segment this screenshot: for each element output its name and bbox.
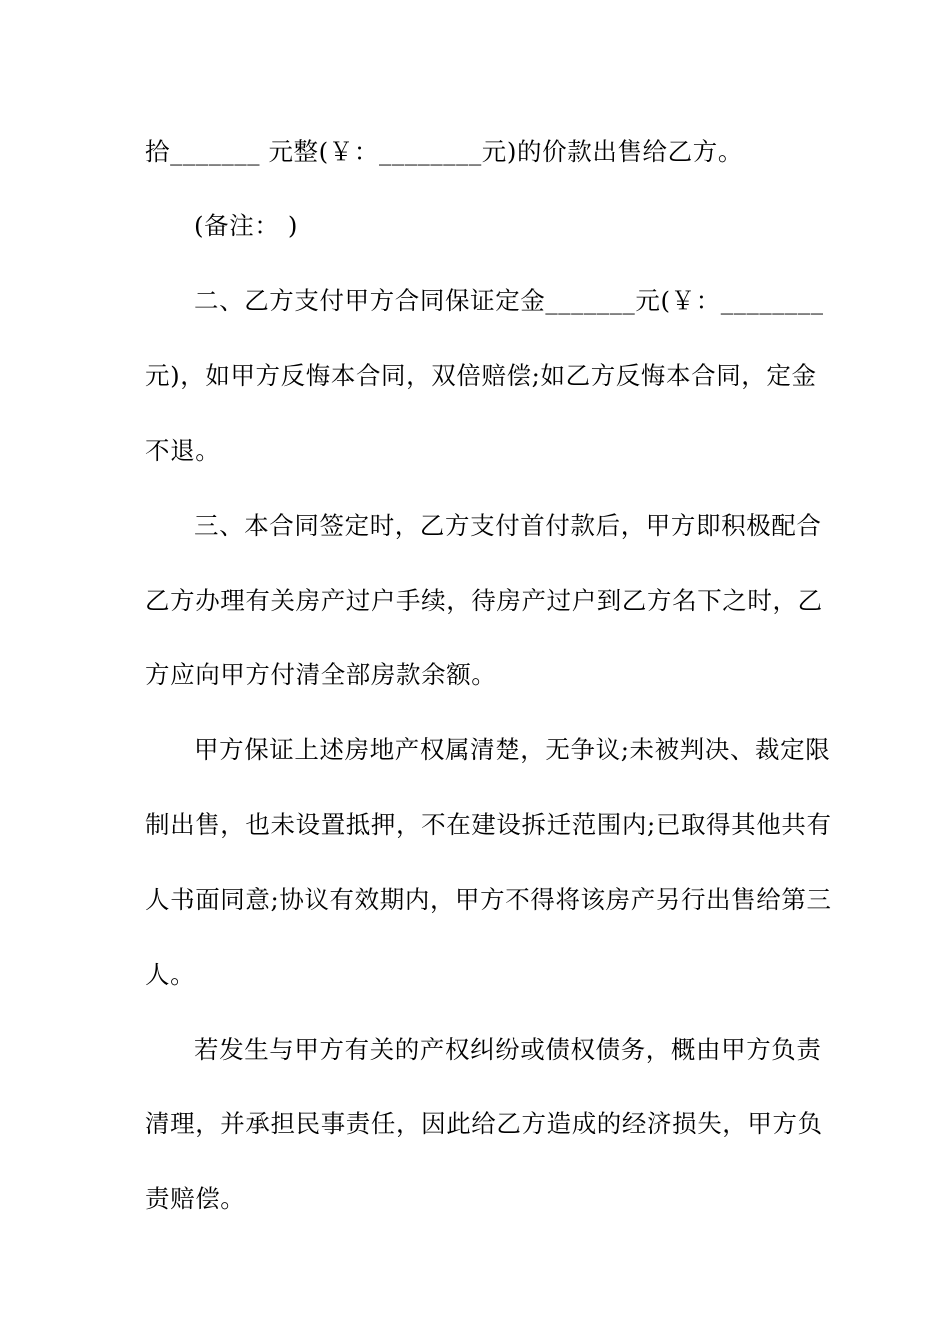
- text-line-clause-2: 二、乙方支付甲方合同保证定金_______元(￥：________: [194, 286, 824, 315]
- text-line-dispute-end: 责赔偿。: [145, 1184, 246, 1213]
- text-line-clause-3-cont: 乙方办理有关房产过户手续，待房产过户到乙方名下之时，乙: [145, 586, 823, 615]
- text-line-dispute: 若发生与甲方有关的产权纠纷或债权债务，概由甲方负责: [194, 1035, 822, 1064]
- text-line-price-words: 拾_______ 元整(￥：________元)的价款出售给乙方。: [145, 137, 743, 166]
- text-line-clause-3: 三、本合同签定时，乙方支付首付款后，甲方即积极配合: [194, 511, 822, 540]
- text-line-guarantee-cont-1: 制出售，也未设置抵押，不在建设拆迁范围内;已取得其他共有: [145, 810, 832, 839]
- text-line-guarantee-end: 人。: [145, 960, 196, 989]
- text-line-clause-2-cont: 元)，如甲方反悔本合同，双倍赔偿;如乙方反悔本合同，定金: [145, 361, 817, 390]
- text-line-clause-3-end: 方应向甲方付清全部房款余额。: [145, 660, 497, 689]
- text-line-guarantee: 甲方保证上述房地产权属清楚，无争议;未被判决、裁定限: [194, 735, 831, 764]
- text-line-guarantee-cont-2: 人书面同意;协议有效期内，甲方不得将该房产另行出售给第三: [145, 885, 832, 914]
- text-line-dispute-cont: 清理，并承担民事责任，因此给乙方造成的经济损失，甲方负: [145, 1109, 823, 1138]
- text-line-remark: (备注： ): [194, 211, 299, 240]
- text-line-clause-2-end: 不退。: [145, 436, 221, 465]
